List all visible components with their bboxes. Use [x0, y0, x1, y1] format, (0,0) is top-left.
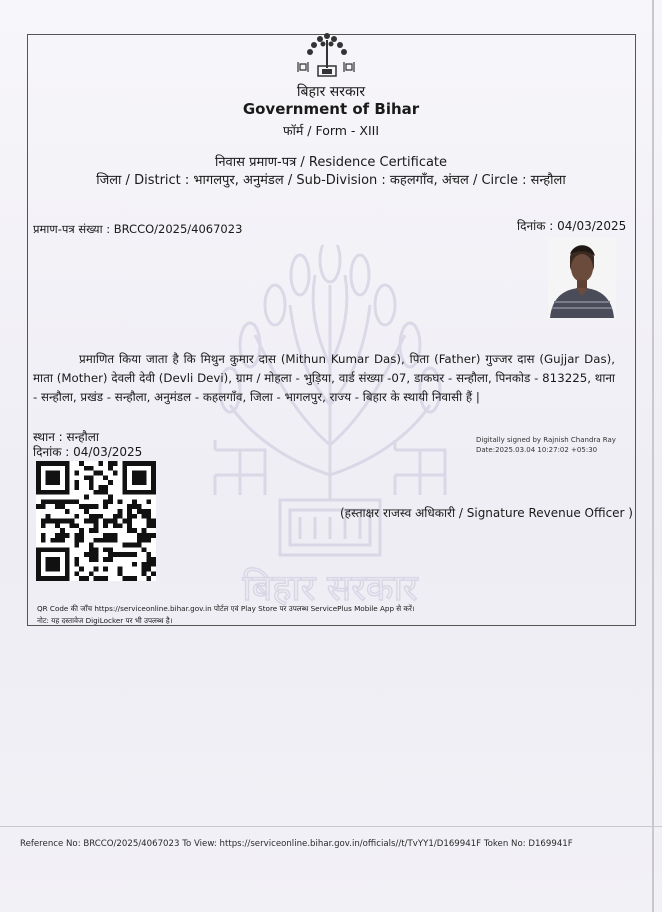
- signature-revenue-officer: (हस्ताक्षर राजस्व अधिकारी / Signature Revenue Officer ): [340, 506, 633, 520]
- footer-divider: [0, 826, 662, 827]
- header-hindi-government: बिहार सरकार: [296, 84, 366, 100]
- certificate-date: दिनांक : 04/03/2025: [517, 219, 627, 233]
- digital-signature-name: Digitally signed by Rajnish Chandra Ray: [476, 436, 616, 444]
- certificate-reference-number: प्रमाण-पत्र संख्या : BRCCO/2025/4067023: [33, 222, 243, 236]
- certificate-title: निवास प्रमाण-पत्र / Residence Certificate: [214, 155, 448, 170]
- qr-code-icon[interactable]: [36, 461, 156, 581]
- bihar-emblem-watermark-icon: [195, 245, 465, 615]
- qr-verification-note: QR Code की जाँच https://serviceonline.bihar.gov.in पोर्टल एवं Play Store पर उपलब्ध ServicePlus Mobile App से करें।: [37, 604, 415, 613]
- bihar-bodhi-tree-emblem-icon: [296, 30, 358, 80]
- certificate-body: प्रमाणित किया जाता है कि मिथुन कुमार दास (Mithun Kumar Das), पिता (Father) गुज्जर दास (Gujjar Das), माता (Mother) देवली देवी (Devli Devi), ग्राम / मोहला - भुड़िया, वार्ड संख्या -07, डाकघर - सन्हौला, पिनकोड - 813225, थाना - सन्हौला, प्रखंड - सन्हौला, अनुमंडल - कहलगाँव, जिला - भागलपुर, राज्य - बिहार के स्थायी निवासी हैं |: [33, 352, 615, 404]
- applicant-photo: [548, 238, 616, 318]
- place-line: स्थान : सन्हौला: [33, 430, 99, 444]
- form-number: फॉर्म / Form - XIII: [282, 123, 380, 138]
- footer-reference: Reference No: BRCCO/2025/4067023 To View: https://serviceonline.bihar.gov.in/officials//t/TvYY1/D169941F Token No: D169941F: [20, 839, 573, 849]
- digital-signature-date: Date:2025.03.04 10:27:02 +05:30: [476, 446, 598, 454]
- watermark-text: बिहार सरकार: [242, 568, 418, 609]
- district-line: जिला / District : भागलपुर, अनुमंडल / Sub-Division : कहलगाँव, अंचल / Circle : सन्हौला: [96, 173, 566, 188]
- header-government-of-bihar: Government of Bihar: [242, 100, 420, 118]
- digilocker-note: नोट: यह दस्तावेज DigiLocker पर भी उपलब्ध है।: [37, 616, 173, 625]
- issue-date-line: दिनांक : 04/03/2025: [33, 445, 143, 459]
- person-photo-icon: [548, 238, 616, 318]
